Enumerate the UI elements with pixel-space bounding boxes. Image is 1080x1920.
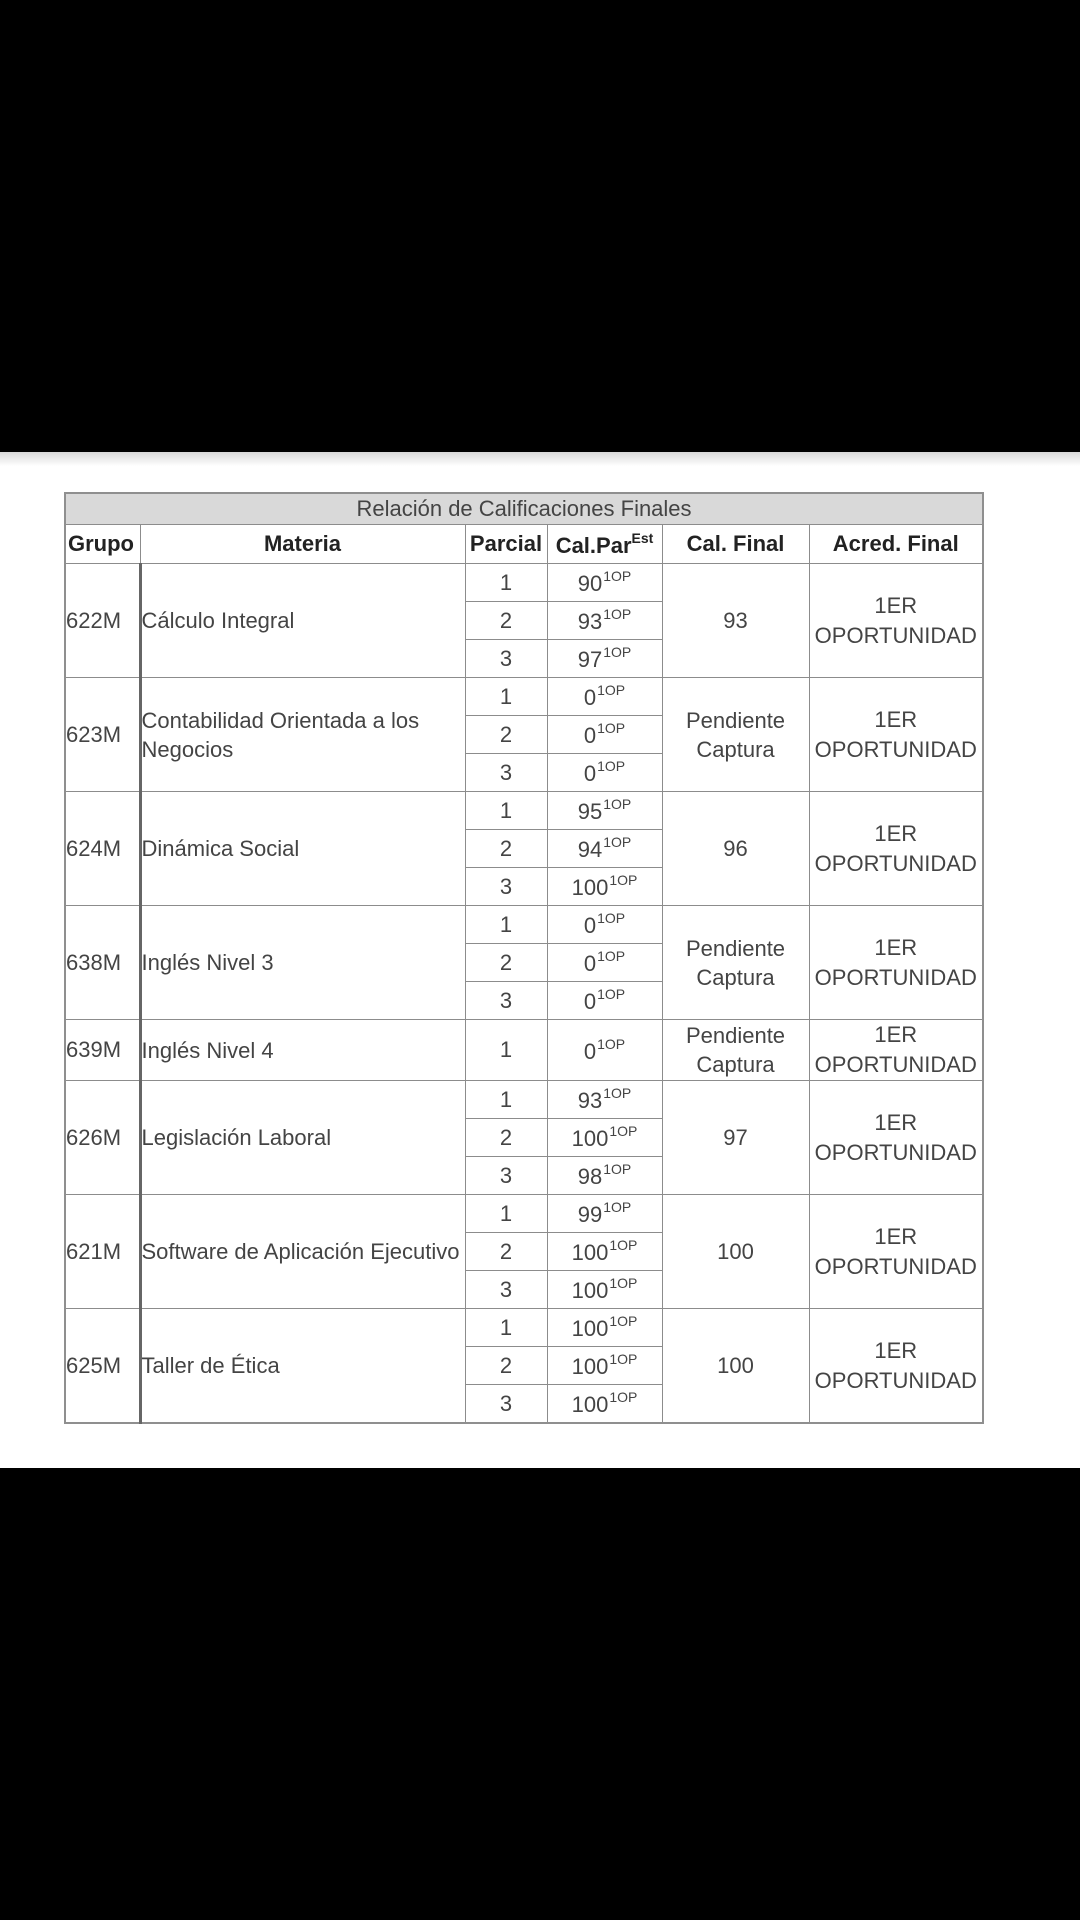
- parcial-cell: 3: [465, 982, 547, 1020]
- table-title: Relación de Calificaciones Finales: [65, 493, 983, 525]
- parcial-cell: 2: [465, 830, 547, 868]
- calpar-cell: [547, 1347, 662, 1385]
- calpar-cell: [547, 716, 662, 754]
- calpar-tag: 1OP: [609, 1275, 638, 1291]
- parcial-cell: 2: [465, 1119, 547, 1157]
- acred-cell: 1ER OPORTUNIDAD: [809, 1309, 983, 1424]
- acred-cell: 1ER OPORTUNIDAD: [809, 1081, 983, 1195]
- parcial-cell: 1: [465, 1309, 547, 1347]
- calpar-value: 93: [577, 609, 603, 634]
- calpar-tag: 1OP: [603, 796, 632, 812]
- calfinal-cell: 100: [662, 1309, 809, 1424]
- calpar-cell: [547, 1119, 662, 1157]
- grupo-cell: 639M: [65, 1020, 140, 1081]
- calfinal-cell: Pendiente Captura: [662, 678, 809, 792]
- content-area: [0, 452, 1080, 1468]
- calpar-cell: [547, 564, 662, 602]
- table-row: [65, 1081, 983, 1119]
- calpar-tag: 1OP: [609, 872, 638, 888]
- acred-cell: 1ER OPORTUNIDAD: [809, 678, 983, 792]
- header-calfinal: Cal. Final: [662, 525, 809, 564]
- calpar-value: 0: [583, 951, 597, 976]
- parcial-cell: 2: [465, 1347, 547, 1385]
- grupo-cell: 621M: [65, 1195, 140, 1309]
- parcial-cell: 1: [465, 792, 547, 830]
- parcial-cell: 1: [465, 1081, 547, 1119]
- calpar-cell: [547, 868, 662, 906]
- calpar-value: 97: [577, 647, 603, 672]
- calpar-cell: [547, 1233, 662, 1271]
- table-row: [65, 792, 983, 830]
- calpar-tag: 1OP: [603, 1085, 632, 1101]
- acred-cell: 1ER OPORTUNIDAD: [809, 564, 983, 678]
- table-row: [65, 1020, 983, 1081]
- header-calpar: [547, 525, 662, 564]
- calpar-value: 0: [583, 723, 597, 748]
- calpar-value: 93: [577, 1088, 603, 1113]
- calfinal-cell: 96: [662, 792, 809, 906]
- calpar-cell: [547, 830, 662, 868]
- calpar-cell: [547, 640, 662, 678]
- calpar-tag: 1OP: [597, 986, 626, 1002]
- grupo-cell: 623M: [65, 678, 140, 792]
- parcial-cell: 1: [465, 678, 547, 716]
- materia-cell: Legislación Laboral: [140, 1081, 465, 1195]
- calfinal-cell: Pendiente Captura: [662, 906, 809, 1020]
- acred-cell: 1ER OPORTUNIDAD: [809, 1020, 983, 1081]
- calfinal-cell: Pendiente Captura: [662, 1020, 809, 1081]
- parcial-cell: 1: [465, 1195, 547, 1233]
- calpar-tag: 1OP: [603, 606, 632, 622]
- calpar-value: 99: [577, 1202, 603, 1227]
- calpar-value: 98: [577, 1164, 603, 1189]
- parcial-cell: 1: [465, 564, 547, 602]
- header-acred: Acred. Final: [809, 525, 983, 564]
- parcial-cell: 3: [465, 640, 547, 678]
- table-row: [65, 678, 983, 716]
- materia-cell: Inglés Nivel 4: [140, 1020, 465, 1081]
- calpar-value: 0: [583, 685, 597, 710]
- calpar-tag: 1OP: [597, 758, 626, 774]
- parcial-cell: 2: [465, 944, 547, 982]
- calpar-tag: 1OP: [609, 1313, 638, 1329]
- calpar-tag: 1OP: [609, 1237, 638, 1253]
- materia-cell: Inglés Nivel 3: [140, 906, 465, 1020]
- calpar-cell: [547, 1309, 662, 1347]
- parcial-cell: 3: [465, 754, 547, 792]
- calpar-tag: 1OP: [609, 1389, 638, 1405]
- calpar-tag: 1OP: [603, 568, 632, 584]
- calpar-value: 100: [571, 1392, 609, 1417]
- parcial-cell: 3: [465, 1157, 547, 1195]
- calpar-tag: 1OP: [609, 1351, 638, 1367]
- calpar-value: 0: [583, 989, 597, 1014]
- grupo-cell: 622M: [65, 564, 140, 678]
- calpar-cell: [547, 754, 662, 792]
- materia-cell: Contabilidad Orientada a los Negocios: [140, 678, 465, 792]
- materia-cell: Taller de Ética: [140, 1309, 465, 1424]
- calpar-value: 100: [571, 1316, 609, 1341]
- calpar-cell: [547, 982, 662, 1020]
- calpar-value: 95: [577, 799, 603, 824]
- calpar-tag: 1OP: [603, 834, 632, 850]
- materia-cell: Software de Aplicación Ejecutivo: [140, 1195, 465, 1309]
- parcial-cell: 2: [465, 602, 547, 640]
- calpar-tag: 1OP: [597, 1035, 626, 1052]
- calpar-cell: [547, 678, 662, 716]
- parcial-cell: 2: [465, 716, 547, 754]
- table-row: [65, 564, 983, 602]
- calpar-cell: [547, 1157, 662, 1195]
- grades-body: [65, 564, 983, 1424]
- calpar-value: 0: [583, 1038, 597, 1064]
- table-row: [65, 906, 983, 944]
- acred-cell: 1ER OPORTUNIDAD: [809, 1195, 983, 1309]
- calpar-cell: [547, 1385, 662, 1424]
- calfinal-cell: 100: [662, 1195, 809, 1309]
- calpar-value: 100: [571, 1354, 609, 1379]
- calpar-value: 100: [571, 1278, 609, 1303]
- header-parcial: Parcial: [465, 525, 547, 564]
- parcial-cell: 1: [465, 1020, 547, 1081]
- table-row: [65, 1195, 983, 1233]
- acred-cell: 1ER OPORTUNIDAD: [809, 792, 983, 906]
- grades-table: [64, 492, 984, 1424]
- calfinal-cell: 93: [662, 564, 809, 678]
- calpar-cell: [547, 944, 662, 982]
- calpar-value: 90: [577, 571, 603, 596]
- header-calpar-label: Cal.Par: [555, 532, 632, 558]
- parcial-cell: 3: [465, 1385, 547, 1424]
- grupo-cell: 626M: [65, 1081, 140, 1195]
- materia-cell: Dinámica Social: [140, 792, 465, 906]
- calfinal-cell: 97: [662, 1081, 809, 1195]
- acred-cell: 1ER OPORTUNIDAD: [809, 906, 983, 1020]
- calpar-value: 100: [571, 1240, 609, 1265]
- parcial-cell: 3: [465, 868, 547, 906]
- grupo-cell: 624M: [65, 792, 140, 906]
- parcial-cell: 2: [465, 1233, 547, 1271]
- calpar-value: 0: [583, 913, 597, 938]
- calpar-cell: [547, 1081, 662, 1119]
- header-materia: Materia: [140, 525, 465, 564]
- calpar-tag: 1OP: [597, 948, 626, 964]
- calpar-cell: [547, 1195, 662, 1233]
- header-grupo: Grupo: [65, 525, 140, 564]
- grupo-cell: 638M: [65, 906, 140, 1020]
- calpar-tag: 1OP: [603, 644, 632, 660]
- calpar-value: 100: [571, 875, 609, 900]
- calpar-cell: [547, 602, 662, 640]
- grupo-cell: 625M: [65, 1309, 140, 1424]
- calpar-tag: 1OP: [597, 682, 626, 698]
- calpar-tag: 1OP: [597, 910, 626, 926]
- calpar-cell: [547, 792, 662, 830]
- calpar-value: 100: [571, 1126, 609, 1151]
- calpar-tag: 1OP: [597, 720, 626, 736]
- parcial-cell: 1: [465, 906, 547, 944]
- calpar-cell: [547, 906, 662, 944]
- header-calpar-sup: Est: [631, 529, 654, 546]
- calpar-tag: 1OP: [603, 1161, 632, 1177]
- parcial-cell: 3: [465, 1271, 547, 1309]
- table-row: [65, 1309, 983, 1347]
- calpar-value: 94: [577, 837, 603, 862]
- materia-cell: Cálculo Integral: [140, 564, 465, 678]
- calpar-tag: 1OP: [603, 1199, 632, 1215]
- calpar-cell: [547, 1271, 662, 1309]
- calpar-cell: [547, 1020, 662, 1081]
- header-row: [65, 525, 983, 564]
- calpar-value: 0: [583, 761, 597, 786]
- calpar-tag: 1OP: [609, 1123, 638, 1139]
